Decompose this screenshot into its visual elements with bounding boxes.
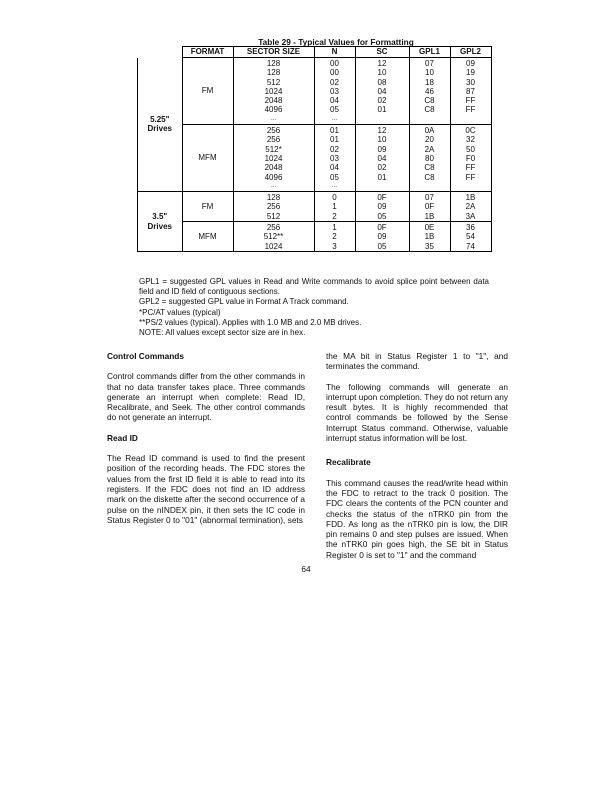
sector-value: 128 (266, 193, 281, 203)
sector-value: 512 (266, 211, 281, 221)
gpl1-value: 07 (425, 59, 434, 68)
gpl2-value: 19 (466, 68, 475, 78)
gpl1-value: C8 (424, 163, 435, 173)
sector-value: 4096 (264, 172, 283, 182)
drive-type-cell (138, 58, 183, 192)
sc-value: 01 (377, 105, 387, 115)
sector-value: ... (270, 182, 276, 189)
gpl1-value: C8 (424, 96, 435, 106)
paragraph: Control commands differ from the other commands in that no data transfer takes place. Three commands generate an interrupt when complete: Read ID, Recalibrate, and Seek. The other control commands do not generate an interrupt. (107, 371, 305, 423)
sc-cell (355, 192, 409, 222)
drive-type-label: Drives (147, 221, 172, 231)
n-value: 01 (330, 135, 339, 145)
note-pcat: *PC/AT values (typical) (139, 307, 221, 317)
table-caption: Table 29 - Typical Values for Formatting (258, 37, 414, 47)
format-cell: FM (182, 192, 233, 222)
n-value: 02 (330, 144, 339, 154)
n-value: 02 (330, 77, 339, 87)
sc-value: 0F (377, 223, 387, 233)
n-value: 1 (332, 223, 337, 233)
table-header-row (138, 47, 492, 58)
header-format: FORMAT (182, 47, 233, 58)
n-value: 0 (332, 193, 337, 203)
sc-value: 02 (377, 163, 387, 173)
formatting-values-table (137, 46, 492, 252)
format-cell: MFM (182, 222, 233, 252)
gpl2-cell (450, 192, 491, 222)
n-value: 00 (330, 68, 339, 78)
gpl1-value (410, 182, 450, 191)
gpl1-cell (409, 192, 450, 222)
note-ps2: **PS/2 values (typical). Applies with 1.0 MB and 2.0 MB drives. (139, 317, 362, 327)
gpl2-value: 36 (466, 223, 475, 233)
drive-type-cell (138, 192, 183, 252)
n-value: 00 (330, 59, 339, 68)
note-hex: NOTE: All values except sector size are in hex. (139, 328, 306, 338)
sc-value: 08 (377, 77, 387, 87)
right-column (326, 351, 508, 570)
gpl2-value: 09 (466, 59, 475, 68)
n-value: 04 (330, 163, 339, 173)
gpl2-value: 54 (466, 232, 475, 242)
gpl2-value: 30 (466, 77, 475, 87)
gpl2-value: 1B (465, 193, 476, 203)
header-gpl2: GPL2 (450, 47, 491, 58)
sector-value: 1024 (264, 241, 283, 251)
sector-cell (233, 192, 314, 222)
gpl2-value: 2A (465, 202, 476, 212)
sector-value: ... (270, 115, 276, 122)
gpl2-value: 74 (466, 241, 475, 251)
sc-value: 09 (377, 232, 387, 242)
sector-value: 2048 (264, 96, 283, 106)
gpl1-value: C8 (424, 105, 435, 115)
sector-value: 256 (266, 135, 281, 145)
gpl1-value: C8 (424, 172, 435, 182)
sector-value: 1024 (264, 153, 283, 163)
note-gpl2: GPL2 = suggested GPL value in Format A Track command. (139, 297, 349, 307)
sector-cell (233, 125, 314, 192)
sector-cell (233, 58, 314, 125)
note-gpl1: GPL1 = suggested GPL values in Read and Write commands to avoid splice point between data field and ID field of contiguous sections. (139, 277, 489, 297)
gpl1-value: 1B (424, 232, 435, 242)
drive-type-label: 3.5" (152, 212, 168, 222)
sector-value: 128 (266, 68, 281, 78)
sector-value: 1024 (264, 86, 283, 96)
gpl2-value: F0 (465, 153, 476, 163)
gpl1-value: 10 (425, 68, 434, 78)
gpl1-value (410, 115, 450, 124)
n-value: 03 (330, 153, 339, 163)
gpl2-value: 3A (465, 211, 476, 221)
n-cell (314, 58, 355, 125)
gpl2-value: FF (465, 105, 476, 115)
table-row (138, 58, 492, 125)
n-cell (314, 222, 355, 252)
gpl2-value: FF (465, 163, 476, 173)
sc-value: 01 (377, 172, 387, 182)
gpl1-value: 80 (425, 153, 434, 163)
gpl1-value: 46 (425, 86, 434, 96)
gpl2-value: FF (465, 172, 476, 182)
gpl2-value: FF (465, 96, 476, 106)
n-value: 04 (330, 96, 339, 106)
sector-value: 4096 (264, 105, 283, 115)
n-cell (314, 192, 355, 222)
n-value: 2 (332, 232, 337, 242)
sc-cell (355, 125, 409, 192)
sector-value: 512** (263, 232, 284, 242)
drive-type-label: Drives (147, 124, 172, 134)
n-value: 2 (332, 211, 337, 221)
n-value: ... (331, 115, 337, 122)
sc-value: 04 (377, 86, 387, 96)
sc-value (356, 115, 409, 124)
sector-value: 512 (266, 77, 281, 87)
gpl1-value: 35 (425, 241, 434, 251)
header-gpl1: GPL1 (409, 47, 450, 58)
sector-value: 256 (266, 202, 281, 212)
heading-recalibrate: Recalibrate (326, 457, 371, 468)
heading-control-commands: Control Commands (107, 351, 184, 361)
sector-cell (233, 222, 314, 252)
header-sector-size: SECTOR SIZE (233, 47, 314, 58)
sc-value: 12 (377, 126, 387, 136)
sc-value: 0F (377, 193, 387, 203)
gpl2-cell (450, 58, 491, 125)
heading-read-id: Read ID (107, 432, 138, 443)
n-value: ... (331, 182, 337, 189)
gpl2-value: 87 (466, 86, 475, 96)
page-number: 64 (301, 564, 311, 574)
n-cell (314, 125, 355, 192)
gpl1-value: 20 (425, 135, 434, 145)
gpl2-cell (450, 125, 491, 192)
n-value: 03 (330, 86, 339, 96)
table-row (138, 192, 492, 222)
sc-value: 04 (377, 153, 387, 163)
table-notes (139, 277, 489, 338)
paragraph: This command causes the read/write head within the FDC to retract to the track 0 position. The FDC clears the contents of the PCN counter and checks the status of the nTRK0 pin from the FDD. As long as the nTRK0 pin is low, the DIR pin remains 0 and step pulses are issued. When the nTRK0 pin goes high, the SE bit in Status Register 0 is set to "1" and the command (326, 477, 508, 560)
sc-value: 05 (377, 211, 387, 221)
header-sc: SC (355, 47, 409, 58)
gpl1-cell (409, 222, 450, 252)
gpl2-value: 0C (465, 126, 476, 136)
drive-type-label: 5.25" (150, 115, 170, 125)
format-cell: MFM (182, 125, 233, 192)
gpl2-cell (450, 222, 491, 252)
n-value: 3 (332, 241, 337, 251)
gpl1-value: 0F (424, 202, 435, 212)
left-column (107, 351, 305, 535)
sc-value: 05 (377, 241, 387, 251)
sector-value: 128 (266, 59, 281, 68)
gpl1-value: 18 (425, 77, 434, 87)
gpl2-value (451, 115, 491, 124)
header-n: N (314, 47, 355, 58)
gpl1-value: 07 (425, 193, 434, 203)
sc-value: 10 (377, 135, 387, 145)
sector-value: 2048 (264, 163, 283, 173)
n-value: 05 (330, 172, 339, 182)
paragraph: The following commands will generate an interrupt upon completion. They do not return any result bytes. It is highly recommended that control commands be followed by the Sense Interrupt Status command. Otherwise, valuable interrupt status information will be lost. (326, 381, 508, 444)
paragraph: the MA bit in Status Register 1 to "1", and terminates the command. (326, 351, 508, 372)
table-row (138, 125, 492, 192)
gpl1-value: 0A (424, 126, 435, 136)
table-row (138, 222, 492, 252)
sc-value (356, 182, 409, 191)
sector-value: 256 (266, 223, 281, 233)
sector-value: 512* (265, 144, 282, 154)
gpl1-value: 0E (424, 223, 435, 233)
gpl1-cell (409, 125, 450, 192)
n-value: 01 (330, 126, 339, 136)
n-value: 1 (332, 202, 337, 212)
gpl1-value: 1B (424, 211, 435, 221)
gpl2-value: 50 (466, 144, 475, 154)
sc-cell (355, 58, 409, 125)
gpl1-cell (409, 58, 450, 125)
sc-value: 12 (377, 59, 387, 68)
sc-value: 10 (377, 68, 387, 78)
gpl2-value: 32 (466, 135, 475, 145)
sc-cell (355, 222, 409, 252)
sc-value: 02 (377, 96, 387, 106)
sector-value: 256 (266, 126, 281, 136)
paragraph: The Read ID command is used to find the present position of the recording heads. The FDC stores the values from the first ID field it is able to read into its registers. If the FDC does not find an ID address mark on the diskette after the second occurrence of a pulse on the nINDEX pin, it then sets the IC code in Status Register 0 to "01" (abnormal termination), sets (107, 453, 305, 525)
gpl2-value (451, 182, 491, 191)
format-cell: FM (182, 58, 233, 125)
n-value: 05 (330, 105, 339, 115)
gpl1-value: 2A (424, 144, 435, 154)
sc-value: 09 (377, 202, 387, 212)
sc-value: 09 (377, 144, 387, 154)
